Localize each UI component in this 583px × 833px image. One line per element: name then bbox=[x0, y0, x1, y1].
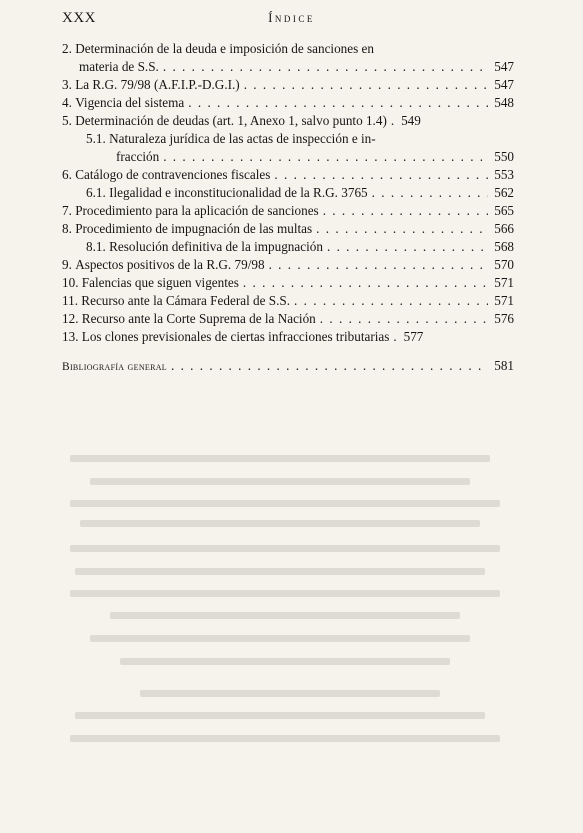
toc-entry-page: 549 bbox=[401, 113, 421, 128]
toc-entry[interactable] bbox=[62, 166, 514, 184]
toc-entry[interactable] bbox=[62, 328, 514, 346]
dot-leader bbox=[294, 292, 488, 310]
toc-entry[interactable] bbox=[62, 40, 514, 76]
dot-leader bbox=[274, 166, 488, 184]
dot-leader bbox=[323, 202, 488, 220]
toc-entry-title: Procedimiento de impugnación de las multas bbox=[75, 221, 313, 236]
dot-leader bbox=[320, 310, 488, 328]
toc-entry-title: Determinación de la deuda e imposición de sanciones en bbox=[75, 41, 374, 56]
toc-entry-page: 562 bbox=[494, 185, 514, 200]
dot-leader bbox=[171, 358, 488, 374]
toc-entry-page: 550 bbox=[494, 149, 514, 164]
toc-entry[interactable] bbox=[62, 76, 514, 94]
toc-entry-title: Naturaleza jurídica de las actas de inspección e in- bbox=[109, 131, 376, 146]
dot-leader bbox=[269, 256, 488, 274]
toc-entry-title-continued: fracción bbox=[116, 149, 160, 164]
toc-entry[interactable] bbox=[62, 256, 514, 274]
toc-entry[interactable] bbox=[62, 274, 514, 292]
toc-entry-number: 3. bbox=[62, 77, 72, 92]
toc-entry-page: 565 bbox=[494, 203, 514, 218]
toc-entry-title: Catálogo de contravenciones fiscales bbox=[75, 167, 271, 182]
page-header-title: Índice bbox=[268, 10, 315, 25]
toc-entry-title: La R.G. 79/98 (A.F.I.P.-D.G.I.) bbox=[75, 77, 240, 92]
toc-entry-title: Determinación de deudas (art. 1, Anexo 1, salvo punto 1.4) bbox=[75, 113, 387, 128]
toc-entry[interactable] bbox=[62, 202, 514, 220]
toc-entry-page: 571 bbox=[494, 293, 514, 308]
toc-entry-number: 5.1. bbox=[86, 131, 106, 146]
toc-entry-number: 10. bbox=[62, 275, 79, 290]
dot-leader bbox=[244, 76, 488, 94]
page-number: XXX bbox=[62, 10, 96, 26]
dot-leader bbox=[372, 184, 488, 202]
toc-entry[interactable] bbox=[62, 310, 514, 328]
toc-entry-title-continued: materia de S.S. bbox=[79, 59, 159, 74]
toc-entry-page: 547 bbox=[494, 59, 514, 74]
toc-entry-title: Los clones previsionales de ciertas infracciones tributarias bbox=[81, 329, 390, 344]
dot-leader bbox=[163, 58, 488, 76]
toc-entry-page: 577 bbox=[403, 329, 424, 344]
toc-entry-number: 8.1. bbox=[86, 239, 106, 254]
toc-entry-number: 6.1. bbox=[86, 185, 106, 200]
toc-entry-page: 568 bbox=[494, 239, 514, 254]
toc-entry[interactable] bbox=[62, 112, 514, 130]
toc-entry-number: 13. bbox=[62, 329, 79, 344]
toc-subentry[interactable] bbox=[62, 184, 514, 202]
toc-entry-number: 11. bbox=[62, 293, 78, 308]
toc-entry-number: 7. bbox=[62, 203, 72, 218]
toc-entry[interactable] bbox=[62, 220, 514, 238]
toc-entry-page: 571 bbox=[494, 275, 514, 290]
toc-entry-page: 576 bbox=[494, 311, 514, 326]
toc-entry-title: Recurso ante la Cámara Federal de S.S. bbox=[81, 293, 291, 308]
toc-entry-page: 548 bbox=[494, 95, 514, 110]
bibliography-page: 581 bbox=[494, 358, 514, 373]
toc-entry[interactable] bbox=[62, 94, 514, 112]
dot-leader bbox=[391, 112, 395, 130]
dot-leader bbox=[243, 274, 488, 292]
toc-entry-number: 9. bbox=[62, 257, 72, 272]
toc-entry-number: 4. bbox=[62, 95, 72, 110]
toc-entry-title: Recurso ante la Corte Suprema de la Nación bbox=[81, 311, 316, 326]
toc-entry-title: Resolución definitiva de la impugnación bbox=[109, 239, 323, 254]
dot-leader bbox=[393, 328, 397, 346]
toc-entry-number: 12. bbox=[62, 311, 79, 326]
dot-leader bbox=[316, 220, 488, 238]
bibliography-title: Bibliografía general bbox=[62, 361, 167, 373]
toc-entry-title: Aspectos positivos de la R.G. 79/98 bbox=[75, 257, 265, 272]
toc-entry-title: Falencias que siguen vigentes bbox=[81, 275, 239, 290]
toc-entry-number: 2. bbox=[62, 41, 72, 56]
dot-leader bbox=[188, 94, 488, 112]
toc-subentry[interactable] bbox=[62, 130, 514, 166]
dot-leader bbox=[163, 148, 488, 166]
bibliography-entry[interactable] bbox=[62, 358, 514, 374]
toc-subentry[interactable] bbox=[62, 238, 514, 256]
toc-entry-page: 566 bbox=[494, 221, 514, 236]
toc-entry-page: 547 bbox=[494, 77, 514, 92]
toc-entry-number: 8. bbox=[62, 221, 72, 236]
toc-entry[interactable] bbox=[62, 292, 514, 310]
table-of-contents bbox=[62, 40, 514, 346]
toc-entry-title: Procedimiento para la aplicación de sanciones bbox=[75, 203, 319, 218]
toc-entry-number: 6. bbox=[62, 167, 72, 182]
toc-entry-number: 5. bbox=[62, 113, 72, 128]
dot-leader bbox=[327, 238, 488, 256]
toc-entry-page: 570 bbox=[494, 257, 514, 272]
toc-entry-title: Ilegalidad e inconstitucionalidad de la R.G. 3765 bbox=[109, 185, 368, 200]
toc-entry-page: 553 bbox=[494, 167, 514, 182]
toc-entry-title: Vigencia del sistema bbox=[75, 95, 185, 110]
